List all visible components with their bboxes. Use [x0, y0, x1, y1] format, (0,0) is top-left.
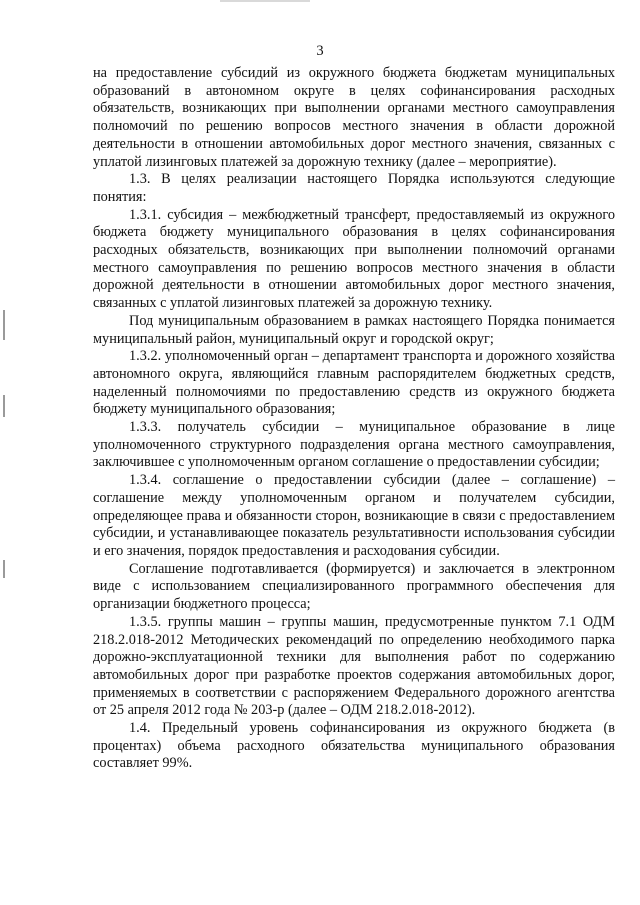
document-body [93, 65, 615, 773]
paragraph: на предоставление субсидий из окружного бюджета бюджетам муниципальных образований в автономном округе в целях софинансирования расходных обязательств, возникающих при выполнении органами местного самоуправления полномочий по решению вопросов местного значения в области дорожной деятельности в отношении автомобильных дорог местного значения, связанных с уплатой лизинговых платежей за дорожную технику (далее – мероприятие). [93, 65, 615, 170]
scan-artifact-left-margin [0, 0, 8, 905]
paragraph: 1.3. В целях реализации настоящего Порядка используются следующие понятия: [93, 171, 615, 205]
paragraph: 1.3.2. уполномоченный орган – департамент транспорта и дорожного хозяйства автономного округа, являющийся главным распорядителем бюджетных средств, наделенный полномочиями по предоставлению средств из окружного бюджета бюджету муниципального образования; [93, 348, 615, 418]
paragraph: Соглашение подготавливается (формируется) и заключается в электронном виде с использованием специализированного программного обеспечения для организации бюджетного процесса; [93, 560, 615, 613]
paragraph: Под муниципальным образованием в рамках настоящего Порядка понимается муниципальный район, муниципальный округ и городской округ; [93, 312, 615, 347]
paragraph: 1.3.5. группы машин – группы машин, предусмотренные пунктом 7.1 ОДМ 218.2.018-2012 Методических рекомендаций по определению необходимого парка дорожно-эксплуатационной техники для выполнения работ по содержанию автомобильных дорог при разработке проектов содержания автомобильных дорог, применяемых в соответствии с распоряжением Федерального дорожного агентства от 25 апреля 2012 года № 203-р (далее – ОДМ 218.2.018-2012). [93, 613, 615, 719]
paragraph: 1.3.3. получатель субсидии – муниципальное образование в лице уполномоченного структурного подразделения органа местного самоуправления, заключившее с уполномоченным органом соглашение о предоставлении субсидии; [93, 419, 615, 471]
paragraph: 1.3.4. соглашение о предоставлении субсидии (далее – соглашение) – соглашение между уполномоченным органом и получателем субсидии, определяющее права и обязанности сторон, возникающие в связи с предоставлением субсидии, и устанавливающее показатель результативности использования субсидии и его значения, порядок предоставления и расходования субсидии. [93, 472, 615, 559]
page-number: 3 [316, 43, 324, 59]
scan-artifact-top [220, 0, 310, 2]
paragraph: 1.4. Предельный уровень софинансирования из окружного бюджета (в процентах) объема расходного обязательства муниципального образования составляет 99%. [93, 720, 615, 772]
paragraph: 1.3.1. субсидия – межбюджетный трансферт, предоставляемый из окружного бюджета бюджету муниципального образования в целях софинансирования расходных обязательств, возникающих при выполнении полномочий органами местного самоуправления по решению вопросов местного значения в области дорожной деятельности в отношении автомобильных дорог местного значения, связанных с уплатой лизинговых платежей за дорожную технику. [93, 206, 615, 312]
